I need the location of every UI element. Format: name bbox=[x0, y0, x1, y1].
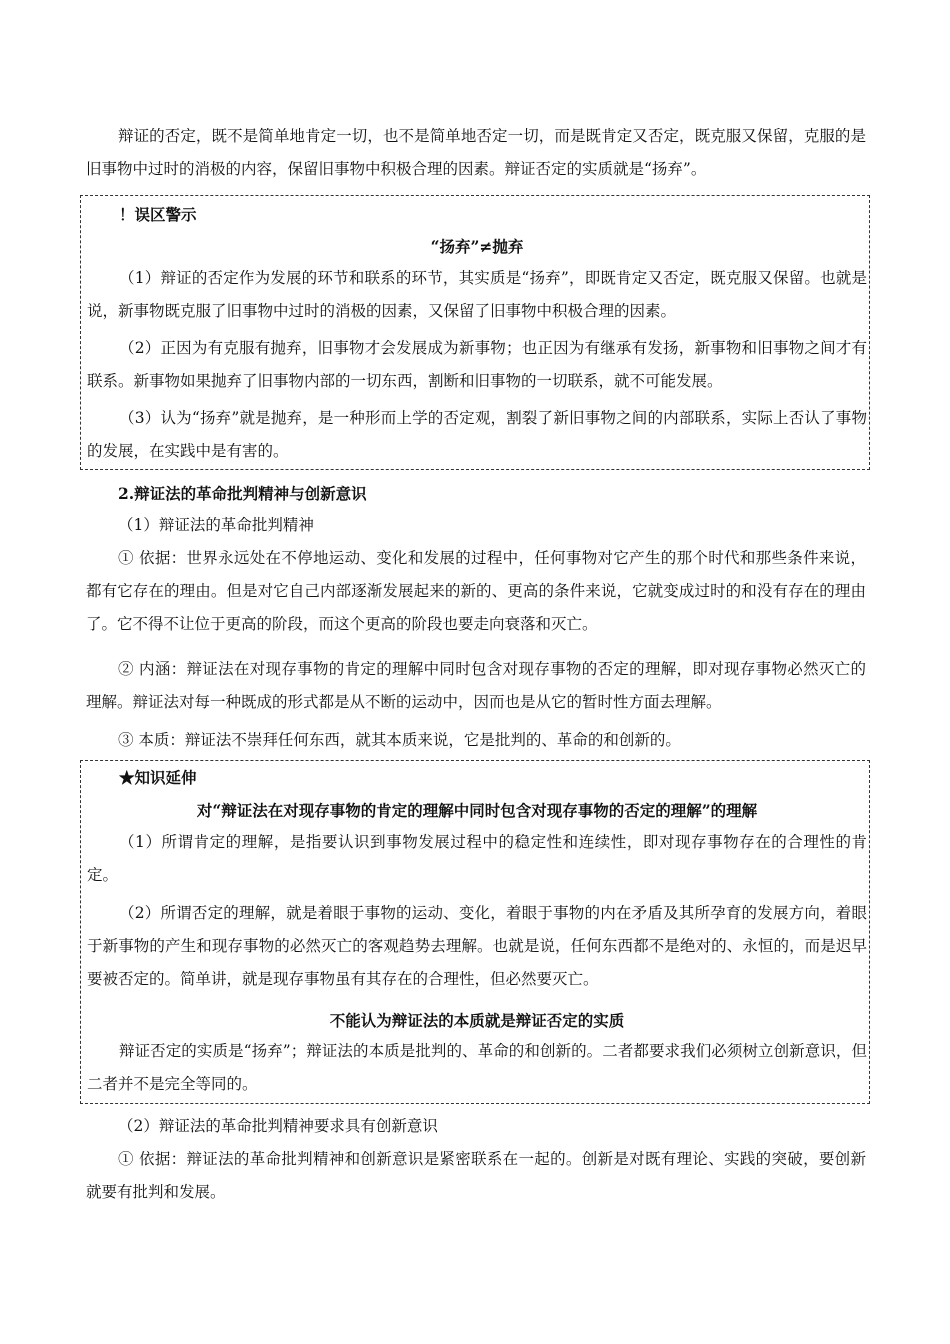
section-2-heading: 2.辩证法的革命批判精神与创新意识 bbox=[118, 484, 367, 503]
misconception-warning-box bbox=[80, 195, 870, 470]
subsection-1-heading: （1）辩证法的革命批判精神 bbox=[118, 516, 314, 534]
warning-label: ！误区警示 bbox=[119, 205, 197, 224]
subsection-2-heading: （2）辩证法的革命批判精神要求具有创新意识 bbox=[118, 1117, 438, 1135]
innovation-basis-paragraph: ① 依据：辩证法的革命批判精神和创新意识是紧密联系在一起的。创新是对既有理论、实践的突破，要创新就要有批判和发展。 bbox=[86, 1150, 866, 1201]
extension-paragraph-2: （2）所谓否定的理解，就是着眼于事物的运动、变化，着眼于事物的内在矛盾及其所孕育的发展方向，着眼于新事物的产生和现存事物的必然灭亡的客观趋势去理解。也就是说，任何东西都不是绝对的、永恒的，而是迟早要被否定的。简单讲，就是现存事物虽有其存在的合理性，但必然要灭亡。 bbox=[87, 904, 867, 988]
warning-paragraph-3: （3）认为“扬弃”就是抛弃，是一种形而上学的否定观，割裂了新旧事物之间的内部联系，实际上否认了事物的发展，在实践中是有害的。 bbox=[87, 409, 867, 460]
extension-paragraph-1: （1）所谓肯定的理解，是指要认识到事物发展过程中的稳定性和连续性，即对现存事物存在的合理性的肯定。 bbox=[87, 833, 867, 884]
extension-title-2: 不能认为辩证法的本质就是辩证否定的实质 bbox=[329, 1011, 625, 1030]
connotation-paragraph: ② 内涵：辩证法在对现存事物的肯定的理解中同时包含对现存事物的否定的理解，即对现存事物必然灭亡的理解。辩证法对每一种既成的形式都是从不断的运动中，因而也是从它的暂时性方面去理解。 bbox=[86, 660, 866, 711]
knowledge-extension-box bbox=[80, 760, 870, 1104]
warning-paragraph-2: （2）正因为有克服有抛弃，旧事物才会发展成为新事物；也正因为有继承有发扬，新事物和旧事物之间才有联系。新事物如果抛弃了旧事物内部的一切东西，割断和旧事物的一切联系，就不可能发展。 bbox=[87, 339, 867, 390]
basis-paragraph: ① 依据：世界永远处在不停地运动、变化和发展的过程中，任何事物对它产生的那个时代和那些条件来说，都有它存在的理由。但是对它自己内部逐渐发展起来的新的、更高的条件来说，它就变成过时的和没有存在的理由了。它不得不让位于更高的阶段，而这个更高的阶段也要走向衰落和灭亡。 bbox=[86, 549, 866, 633]
extension-paragraph-3: 辩证否定的实质是“扬弃”；辩证法的本质是批判的、革命的和创新的。二者都要求我们必须树立创新意识，但二者并不是完全等同的。 bbox=[87, 1042, 867, 1093]
extension-label: ★知识延伸 bbox=[119, 768, 197, 787]
intro-paragraph: 辩证的否定，既不是简单地肯定一切，也不是简单地否定一切，而是既肯定又否定，既克服又保留，克服的是旧事物中过时的消极的内容，保留旧事物中积极合理的因素。辩证否定的实质就是“扬弃”。 bbox=[86, 127, 866, 178]
warning-paragraph-1: （1）辩证的否定作为发展的环节和联系的环节，其实质是“扬弃”，即既肯定又否定，既克服又保留。也就是说，新事物既克服了旧事物中过时的消极的因素，又保留了旧事物中积极合理的因素。 bbox=[87, 269, 867, 320]
warning-title: “扬弃”≠抛弃 bbox=[430, 237, 524, 256]
essence-paragraph: ③ 本质：辩证法不崇拜任何东西，就其本质来说，它是批判的、革命的和创新的。 bbox=[118, 731, 681, 749]
extension-title-1: 对“辩证法在对现存事物的肯定的理解中同时包含对现存事物的否定的理解”的理解 bbox=[196, 801, 758, 820]
